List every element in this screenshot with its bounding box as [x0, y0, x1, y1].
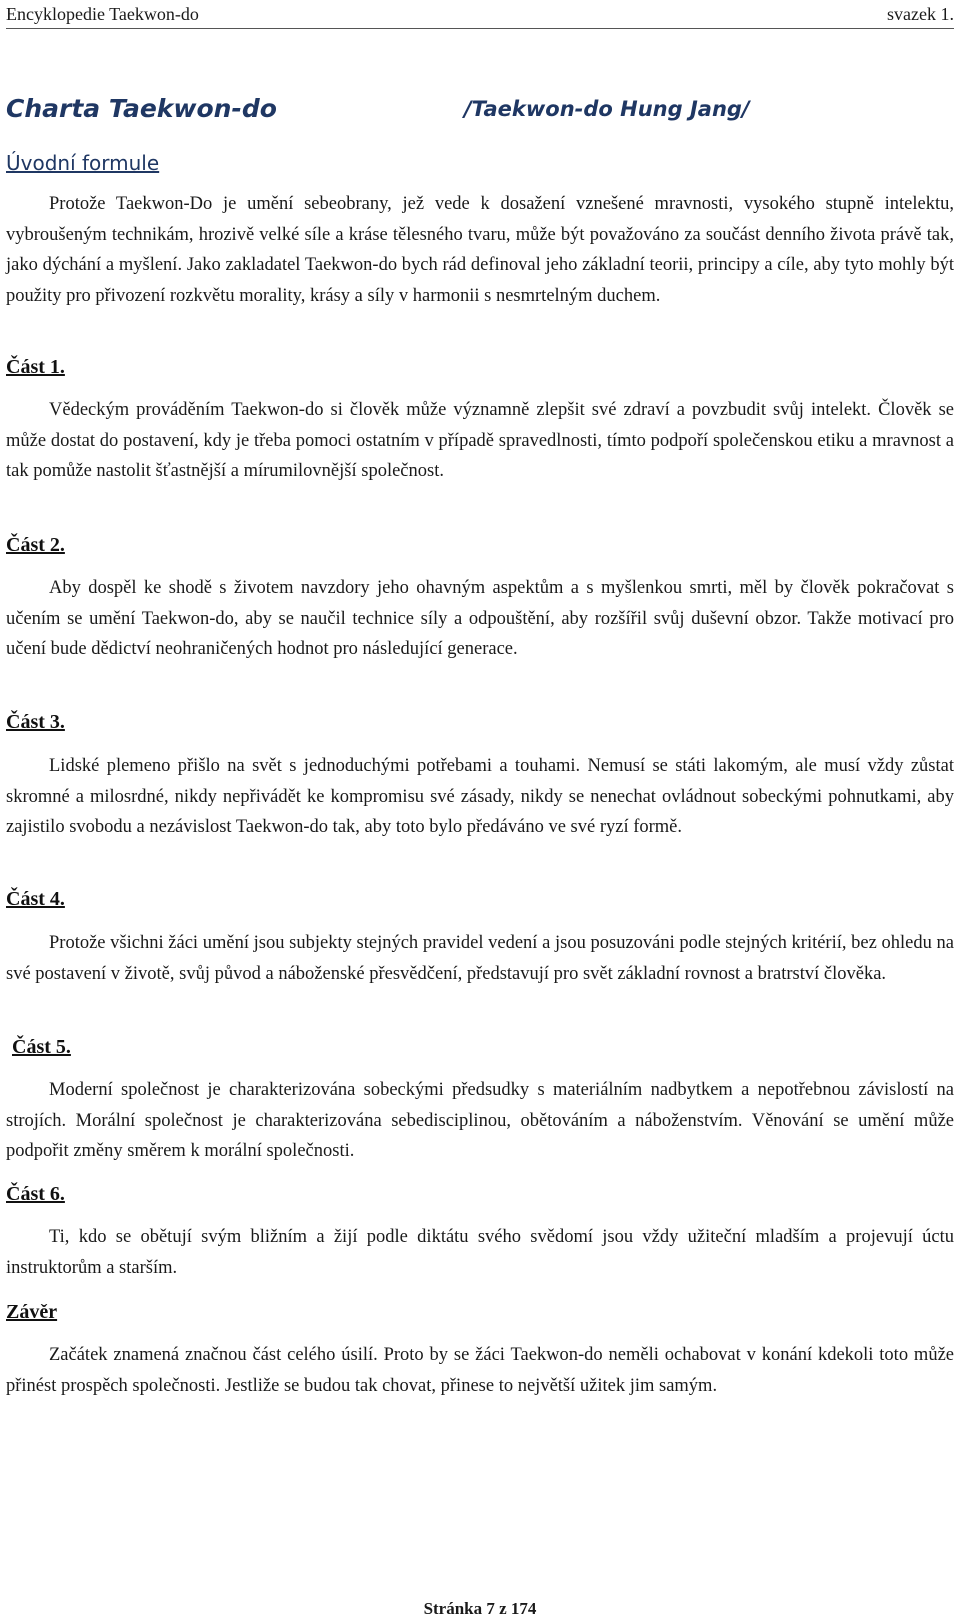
section-heading-3: Část 3. — [6, 711, 65, 733]
section-paragraph-1: Vědeckým prováděním Taekwon-do si člověk může významně zlepšit své zdraví a povzbudit svůj intelekt. Člověk se může dostat do postavení, kdy je třeba pomoci ostatním v případě spravedlnosti, tímto podpoří společenskou etiku a mravnost a tak pomůže nastolit šťastnější a mírumilovnější společnost. — [6, 400, 954, 481]
document-title: Charta Taekwon-do — [6, 94, 277, 123]
section-paragraph-3: Lidské plemeno přišlo na svět s jednoduchými potřebami a touhami. Nemusí se státi lakomým, ale musí vždy zůstat skromné a milosrdné, nikdy nepřivádět ke kompromisu své zásady, nikdy se nenechat ovládnout sobeckými pohnutkami, aby zajistilo svobodu a nezávislost Taekwon-do tak, aby toto bylo předáváno ve své ryzí formě. — [6, 756, 954, 837]
title-row — [6, 94, 956, 134]
section-paragraph-6: Ti, kdo se obětují svým bližním a žijí podle diktátu svého svědomí jsou vždy užiteční mladším a projevují úctu instruktorům a starším. — [6, 1227, 954, 1278]
header-title: Encyklopedie Taekwon-do — [6, 4, 199, 24]
page-number: Stránka 7 z 174 — [423, 1599, 537, 1618]
conclusion-paragraph: Začátek znamená značnou část celého úsilí. Proto by se žáci Taekwon-do neměli ochabovat v konání kdekoli toto může přinést prospěch společnosti. Jestliže se budou tak chovat, přinese to největší užitek jim samým. — [6, 1345, 954, 1396]
section-heading-1: Část 1. — [6, 356, 65, 378]
section-paragraph-4: Protože všichni žáci umění jsou subjekty stejných pravidel vedení a jsou posuzováni podle stejných kritérií, bez ohledu na své postavení v životě, svůj původ a náboženské přesvědčení, představují pro svět základní rovnost a bratrství člověka. — [6, 933, 954, 984]
intro-heading: Úvodní formule — [6, 151, 160, 175]
header-volume: svazek 1. — [887, 4, 954, 24]
document-subtitle: /Taekwon-do Hung Jang/ — [464, 97, 750, 121]
section-paragraph-5: Moderní společnost je charakterizována sobeckými předsudky s materiálním nadbytkem a nepotřebnou závislostí na strojích. Morální společnost je charakterizována sebedisciplinou, obětováním a náboženstvím. Věnování se umění může podpořit změny směrem k morální společnosti. — [6, 1080, 954, 1161]
running-header — [6, 2, 954, 29]
conclusion-heading: Závěr — [6, 1301, 58, 1323]
intro-paragraph: Protože Taekwon-Do je umění sebeobrany, jež vede k dosažení vznešené mravnosti, vysokého stupně intelektu, vybroušeným technikám, hrozivě velké síle a kráse tělesného tvaru, může být považováno za součást denního života právě tak, jako dýchání a myšlení. Jako zakladatel Taekwon-do bych rád definoval jeho základní teorii, principy a cíle, aby tyto mohly být použity pro přivození rozkvětu morality, krásy a síly v harmonii s nesmrtelným duchem. — [6, 194, 954, 306]
section-paragraph-2: Aby dospěl ke shodě s životem navzdory jeho ohavným aspektům a s myšlenkou smrti, měl by člověk pokračovat s učením se umění Taekwon-do, aby se naučil technice síly a odpouštění, aby rozšířil svůj duševní obzor. Takže motivací pro učení bude dědictví neohraničených hodnot pro následující generace. — [6, 578, 954, 659]
section-heading-5: Část 5. — [12, 1036, 71, 1058]
section-heading-2: Část 2. — [6, 534, 65, 556]
section-heading-6: Část 6. — [6, 1183, 65, 1205]
section-heading-4: Část 4. — [6, 888, 65, 910]
